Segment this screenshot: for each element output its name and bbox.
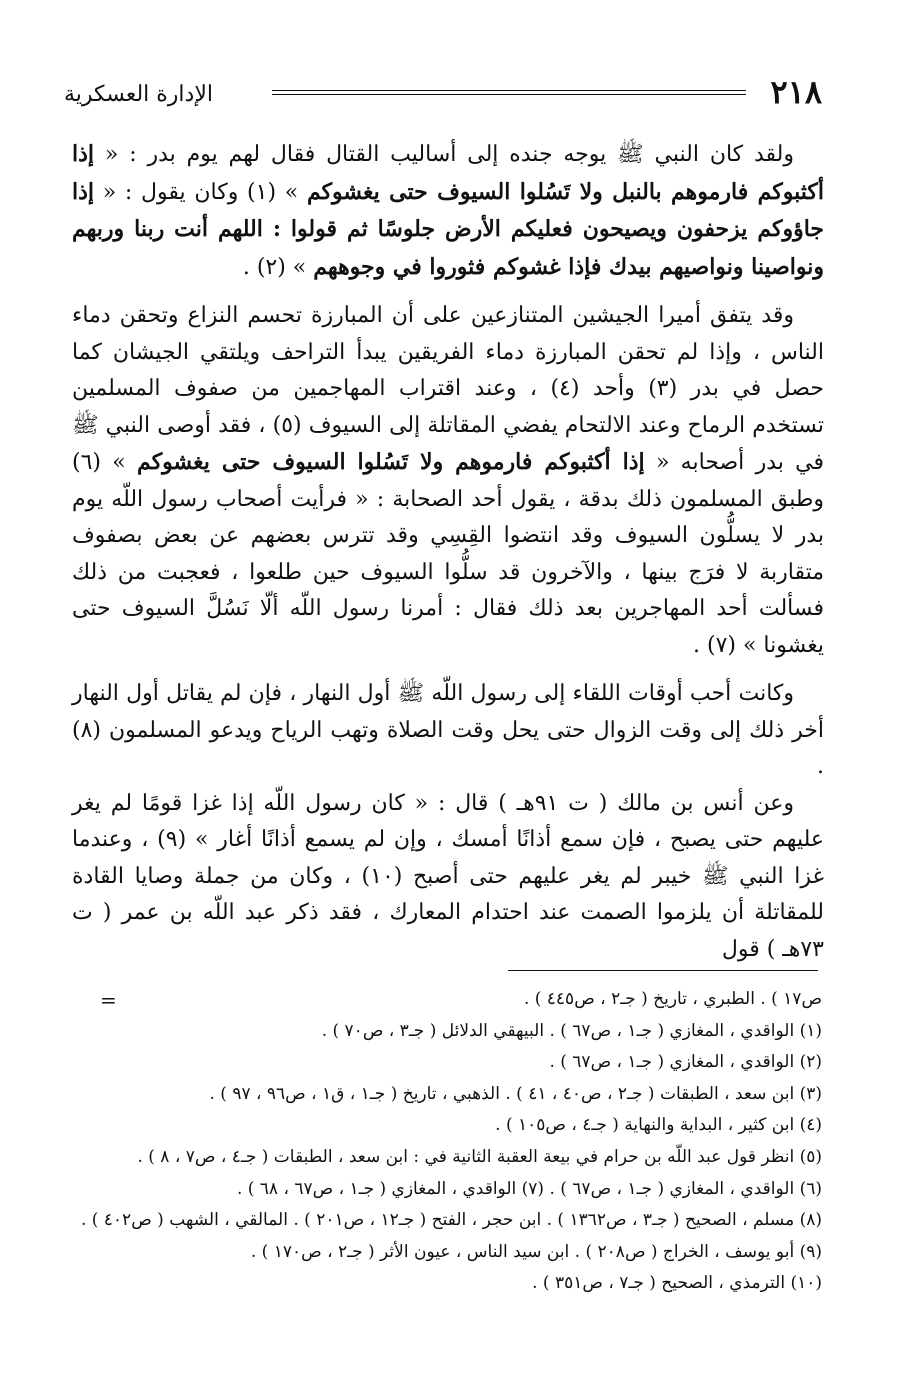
page-number: ٢١٨ — [770, 73, 822, 111]
footnote-continued: ص١٧ ) . الطبري ، تاريخ ( جـ٢ ، ص٤٤٥ ) . — [523, 989, 822, 1009]
p1-text-c: » (١) وكان يقول : « — [102, 179, 299, 205]
footnote-6-7: (٦) الواقدي ، المغازي ( جـ١ ، ص٦٧ ) . (٧) الواقدي ، المغازي ( جـ١ ، ص٦٧ ، ٦٨ ) . — [236, 1178, 822, 1199]
p2-quote: إذا أكثبوكم فارموهم ولا تَسُلوا السيوف حتى يغشوكم — [137, 449, 645, 475]
p1-text-a: ولقد كان النبي ﷺ يوجه جنده إلى أساليب القتال فقال لهم يوم بدر : « — [104, 142, 795, 167]
footnote-8: (٨) مسلم ، الصحيح ( جـ٣ ، ص١٣٦٢ ) . ابن حجر ، الفتح ( جـ١٢ ، ص٢٠١ ) . المالقي ، الشهب ( ص٤٠٢ ) . — [80, 1210, 822, 1231]
footnote-separator — [508, 970, 818, 971]
footnote-9: (٩) أبو يوسف ، الخراج ( ص٢٠٨ ) . ابن سيد الناس ، عيون الأثر ( جـ٢ ، ص١٧٠ ) . — [250, 1241, 822, 1262]
footnote-1: (١) الواقدي ، المغازي ( جـ١ ، ص٦٧ ) . البيهقي الدلائل ( جـ٣ ، ص٧٠ ) . — [321, 1020, 822, 1041]
p1-quote-2: إذا جاؤوكم يزحفون ويصيحون فعليكم الأرض جلوسًا ثم قولوا : اللهم أنت ربنا وربهم ونواصينا ونواصيهم بيدك فإذا غشوكم فثوروا في وجوههم — [72, 178, 824, 280]
footnote-10: (١٠) الترمذي ، الصحيح ( جـ٧ ، ص٣٥١ ) . — [532, 1273, 822, 1294]
main-text — [72, 136, 824, 980]
footnote-continuation-mark: = — [100, 988, 117, 1012]
footnotes — [80, 984, 822, 1300]
paragraph-2 — [72, 298, 824, 664]
paragraph-3: وكانت أحب أوقات اللقاء إلى رسول اللّه ﷺ أول النهار ، فإن لم يقاتل أول النهار أخر ذلك إلى وقت الزوال حتى يحل وقت الصلاة وتهب الرياح ويدعو المسلمون (٨) . — [72, 681, 824, 779]
header-rule — [272, 90, 746, 95]
footnote-3: (٣) ابن سعد ، الطبقات ( جـ٢ ، ص٤٠ ، ٤١ ) . الذهبي ، تاريخ ( جـ١ ، ق١ ، ص٩٦ ، ٩٧ ) . — [209, 1083, 822, 1104]
footnote-4: (٤) ابن كثير ، البداية والنهاية ( جـ٤ ، ص١٠٥ ) . — [495, 1115, 822, 1136]
p2-text-a: وقد يتفق أميرا الجيشين المتنازعين على أن المبارزة تحسم النزاع وتحقن دماء الناس ، وإذا لم تحقن المبارزة دماء الفريقين يبدأ التراحف ويلتقي الجيشان كما حصل في بدر (٣) وأحد (٤) ، وعند اقتراب المهاجمين من صفوف المسلمين تستخدم الرماح وعند الالتحام يفضي المقاتلة إلى السيوف (٥) ، فقد أوصى النبي ﷺ في بدر أصحابه « — [72, 303, 825, 475]
paragraph-1 — [72, 136, 824, 286]
footnote-2: (٢) الواقدي ، المغازي ( جـ١ ، ص٦٧ ) . — [549, 1052, 822, 1073]
running-title: الإدارة العسكرية — [64, 82, 213, 107]
paragraph-4: وعن أنس بن مالك ( ت ٩١هـ ) قال : « كان رسول اللّه إذا غزا قومًا لم يغر عليهم حتى يصبح ، فإن سمع أذانًا أمسك ، وإن لم يسمع أذانًا أغار » (٩) ، وعندما غزا النبي ﷺ خيبر لم يغر عليهم حتى أصبح (١٠) ، وكان من جملة وصايا القادة للمقاتلة أن يلزموا الصمت عند احتدام المعارك ، فقد ذكر عبد اللّه بن عمر ( ت ٧٣هـ ) قول — [72, 790, 824, 962]
page-header — [64, 72, 822, 128]
footnote-5: (٥) انظر قول عبد اللّه بن حرام في بيعة العقبة الثانية في : ابن سعد ، الطبقات ( جـ٤ ، ص٧ ، ٨ ) . — [137, 1146, 822, 1167]
p1-quote-1: إذا أكثبوكم فارموهم بالنبل ولا تَسُلوا السيوف حتى يغشوكم — [72, 141, 824, 205]
p2-text-c: » (٦) وطبق المسلمون ذلك بدقة ، يقول أحد الصحابة : « فرأيت أصحاب رسول اللّه يوم بدر لا يسلُّون السيوف وقد انتضوا القِسِي وقد تترس بعضهم عن بعض بصفوف متقاربة لا فرَج بينها ، والآخرون قد سلُّوا السيوف حين طلعوا ، فعجبت من ذلك فسألت أحد المهاجرين بعد ذلك فقال : أمرنا رسول اللّه ألّا نَسُلَّ السيوف حتى يغشونا » (٧) . — [72, 450, 824, 658]
p1-text-e: » (٢) . — [242, 254, 307, 280]
